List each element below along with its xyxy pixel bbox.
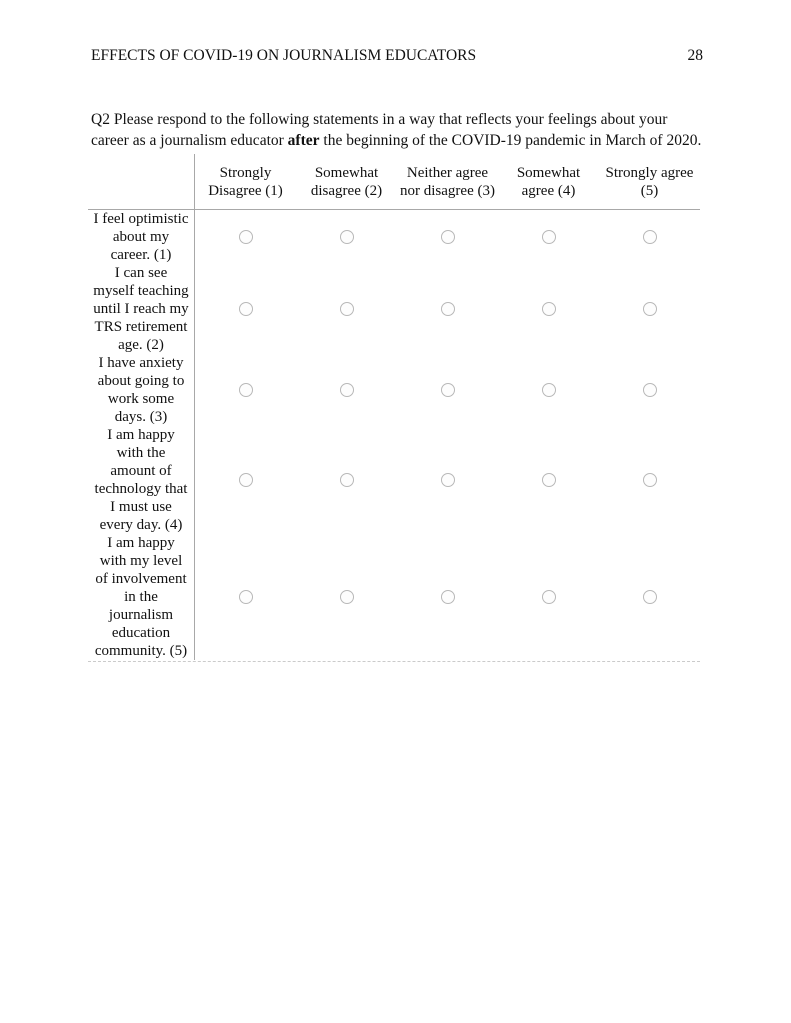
- column-header: Somewhat agree (4): [516, 164, 581, 199]
- radio-cell: [498, 210, 599, 264]
- row-statement-label: I can see myself teaching until I reach my TRS retirement age. (2): [88, 264, 195, 354]
- radio-cell: [397, 534, 498, 660]
- radio-cell: [498, 264, 599, 354]
- row-statement-label: I feel optimistic about my career. (1): [88, 210, 195, 264]
- radio-option[interactable]: [239, 383, 253, 397]
- radio-option[interactable]: [643, 230, 657, 244]
- radio-cell: [397, 426, 498, 534]
- radio-cell: [599, 210, 700, 264]
- column-header: Strongly agree (5): [605, 164, 694, 199]
- question-text: [91, 110, 703, 151]
- radio-option[interactable]: [239, 473, 253, 487]
- radio-option[interactable]: [643, 473, 657, 487]
- corner-cell: [88, 154, 195, 209]
- radio-option[interactable]: [239, 302, 253, 316]
- question-emphasis: after: [287, 131, 320, 149]
- radio-option[interactable]: [542, 590, 556, 604]
- radio-cell: [195, 264, 296, 354]
- radio-option[interactable]: [340, 383, 354, 397]
- radio-option[interactable]: [441, 230, 455, 244]
- radio-option[interactable]: [643, 302, 657, 316]
- radio-option[interactable]: [340, 590, 354, 604]
- radio-cell: [599, 354, 700, 426]
- page-header: [91, 46, 703, 66]
- table-row: [88, 534, 700, 660]
- radio-cell: [296, 354, 397, 426]
- radio-cell: [296, 534, 397, 660]
- radio-option[interactable]: [441, 302, 455, 316]
- likert-matrix-table: [88, 154, 700, 662]
- radio-option[interactable]: [340, 230, 354, 244]
- radio-cell: [397, 210, 498, 264]
- row-statement-label: I am happy with my level of involvement in the journalism education community. (5): [88, 534, 195, 660]
- radio-cell: [195, 534, 296, 660]
- radio-option[interactable]: [441, 590, 455, 604]
- radio-cell: [397, 354, 498, 426]
- column-header: Neither agree nor disagree (3): [400, 164, 495, 199]
- radio-cell: [195, 210, 296, 264]
- question-prefix: Q2 Please respond to the following statements in a way that reflects your feelings about your career as a journalism educator: [91, 111, 668, 149]
- matrix-rows: [88, 210, 700, 660]
- radio-option[interactable]: [441, 383, 455, 397]
- radio-option[interactable]: [643, 383, 657, 397]
- page-content: [91, 0, 703, 662]
- radio-option[interactable]: [542, 473, 556, 487]
- radio-option[interactable]: [542, 383, 556, 397]
- table-row: [88, 264, 700, 354]
- radio-cell: [498, 354, 599, 426]
- radio-option[interactable]: [542, 230, 556, 244]
- radio-option[interactable]: [239, 230, 253, 244]
- table-row: [88, 354, 700, 426]
- radio-cell: [397, 264, 498, 354]
- matrix-header-row: [88, 154, 700, 210]
- radio-cell: [498, 534, 599, 660]
- table-row: [88, 426, 700, 534]
- table-row: [88, 210, 700, 264]
- radio-cell: [195, 354, 296, 426]
- radio-cell: [195, 426, 296, 534]
- radio-option[interactable]: [643, 590, 657, 604]
- radio-cell: [599, 426, 700, 534]
- radio-cell: [296, 210, 397, 264]
- radio-option[interactable]: [542, 302, 556, 316]
- radio-option[interactable]: [340, 473, 354, 487]
- radio-option[interactable]: [441, 473, 455, 487]
- radio-cell: [599, 534, 700, 660]
- radio-cell: [296, 264, 397, 354]
- question-suffix: the beginning of the COVID-19 pandemic in March of 2020.: [319, 131, 702, 149]
- running-head: EFFECTS OF COVID-19 ON JOURNALISM EDUCATORS: [91, 47, 477, 64]
- column-header: Somewhat disagree (2): [310, 164, 383, 199]
- row-statement-label: I am happy with the amount of technology that I must use every day. (4): [88, 426, 195, 534]
- column-header: Strongly Disagree (1): [208, 164, 283, 199]
- page-number: 28: [687, 47, 703, 64]
- radio-cell: [599, 264, 700, 354]
- radio-option[interactable]: [340, 302, 354, 316]
- radio-cell: [498, 426, 599, 534]
- radio-cell: [296, 426, 397, 534]
- radio-option[interactable]: [239, 590, 253, 604]
- row-statement-label: I have anxiety about going to work some days. (3): [88, 354, 195, 426]
